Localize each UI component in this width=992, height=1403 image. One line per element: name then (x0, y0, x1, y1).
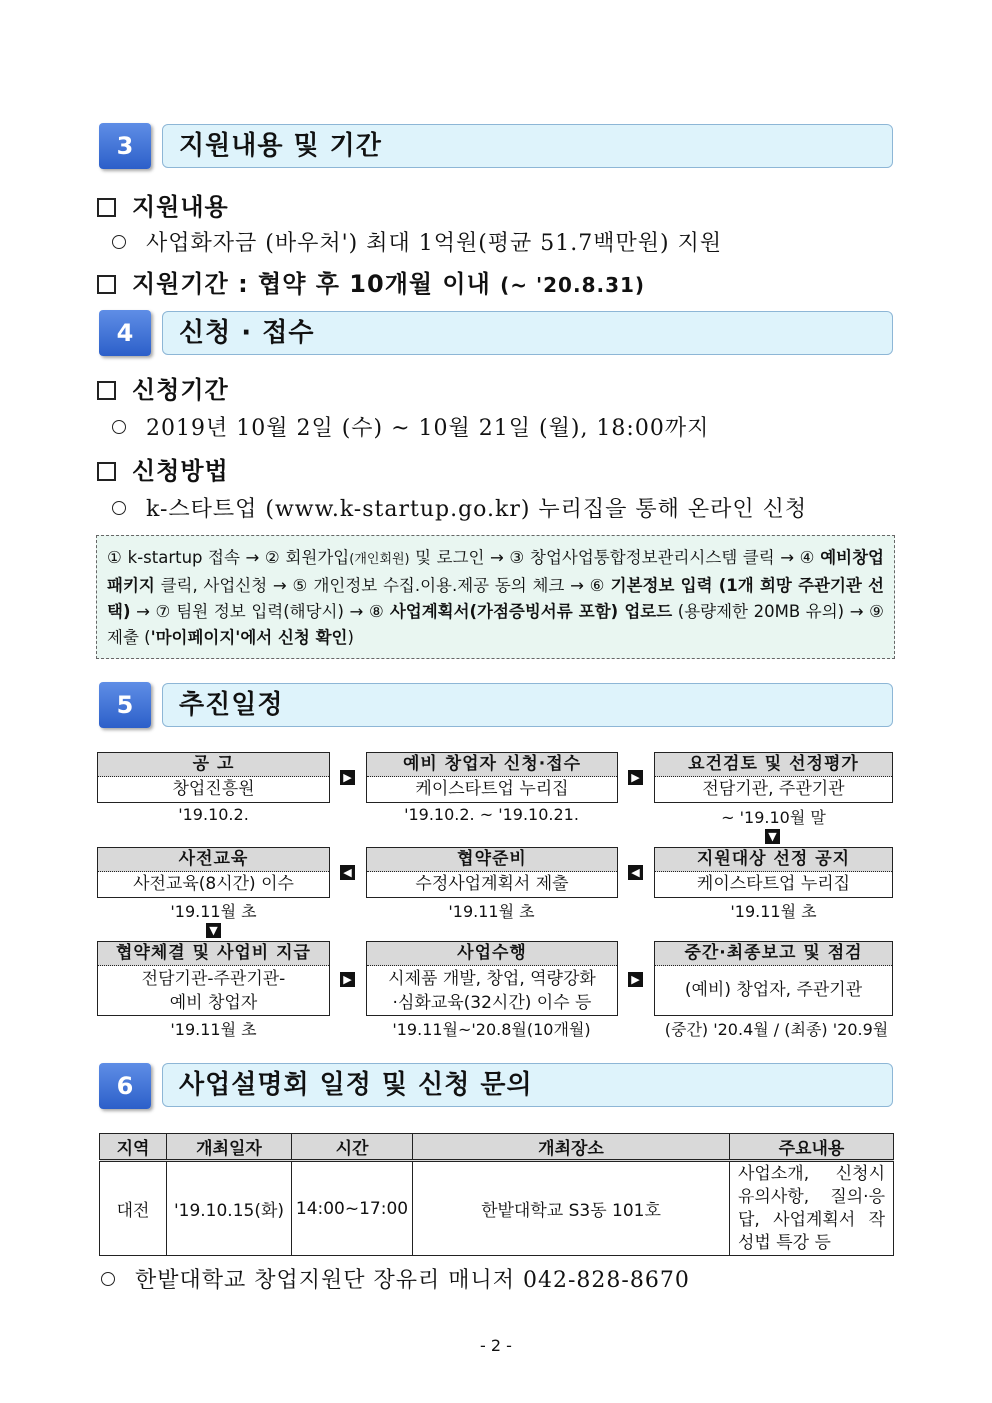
section-4-title: 신청 · 접수 (162, 311, 893, 355)
arrow-right-icon: ▶ (340, 770, 355, 785)
table-header: 시간 (292, 1134, 413, 1161)
checkbox-icon (97, 462, 116, 481)
flow-step-report: 중간·최종보고 및 점검 (예비) 창업자, 주관기관 (654, 941, 893, 1016)
flow-step-announcement: 공 고 창업진흥원 (97, 752, 330, 803)
flow-step-date: ~ '19.10월 말 (721, 808, 826, 827)
circle-bullet-icon (112, 501, 126, 515)
flow-step-review: 요건검토 및 선정평가 전담기관, 주관기관 (654, 752, 893, 803)
s4-bullet-period: 2019년 10월 2일 (수) ~ 10월 21일 (월), 18:00까지 (112, 411, 709, 442)
s4-item-method: 신청방법 (97, 451, 229, 486)
flow-step-date: '19.10.2. ~ '19.10.21. (404, 805, 579, 824)
section-4-number: 4 (99, 310, 151, 356)
section-5-number: 5 (99, 682, 151, 728)
briefing-session-table (99, 1133, 894, 1256)
flow-step-selection-notice: 지원대상 선정 공지 케이스타트업 누리집 (654, 847, 893, 898)
section-6-title: 사업설명회 일정 및 신청 문의 (162, 1063, 893, 1107)
table-cell-region: 대전 (100, 1161, 167, 1256)
section-3-title: 지원내용 및 기간 (162, 124, 893, 168)
flow-step-date: '19.11월 초 (170, 1020, 257, 1039)
checkbox-icon (97, 275, 116, 294)
table-cell-time: 14:00~17:00 (292, 1161, 413, 1256)
arrow-down-icon: ▼ (206, 923, 221, 938)
table-cell-date: '19.10.15(화) (167, 1161, 292, 1256)
flow-step-agreement-prep: 협약준비 수정사업계획서 제출 (366, 847, 618, 898)
table-header: 개최일자 (167, 1134, 292, 1161)
section-3-number: 3 (99, 123, 151, 169)
table-header: 지역 (100, 1134, 167, 1161)
circle-bullet-icon (112, 420, 126, 434)
arrow-left-icon: ◀ (340, 865, 355, 880)
checkbox-icon (97, 198, 116, 217)
s6-contact: 한밭대학교 창업지원단 장유리 매니저 042-828-8670 (101, 1263, 690, 1294)
application-procedure-box: ① k-startup 접속 → ② 회원가입(개인회원) 및 로그인 → ③ 창업사업통합정보관리시스템 클릭 → ④ 예비창업패키지 클릭, 사업신청 → ⑤ 개인정보 수집.이용.제공 동의 체크 → ⑥ 기본정보 입력 (1개 희망 주관기관 선택) → ⑦ 팀원 정보 입력(해당시) → ⑧ 사업계획서(가점증빙서류 포함) 업로드 (용량제한 20MB 유의) → ⑨ 제출 ('마이페이지'에서 신청 확인) (96, 535, 895, 659)
section-6-number: 6 (99, 1063, 151, 1109)
flow-step-date: '19.11월 초 (730, 902, 817, 921)
flow-step-pre-education: 사전교육 사전교육(8시간) 이수 (97, 847, 330, 898)
table-header: 개최장소 (413, 1134, 730, 1161)
table-cell-venue: 한밭대학교 S3동 101호 (413, 1161, 730, 1256)
arrow-down-icon: ▼ (765, 829, 780, 844)
flow-step-date: '19.10.2. (178, 805, 249, 824)
table-cell-content: 사업소개, 신청시 유의사항, 질의·응답, 사업계획서 작성법 특강 등 (730, 1161, 894, 1256)
flow-step-date: '19.11월 초 (448, 902, 535, 921)
s3-item-support-period: 지원기간 : 협약 후 10개월 이내 (~ '20.8.31) (97, 264, 645, 299)
flow-step-agreement: 협약체결 및 사업비 지급 전담기관-주관기관- 예비 창업자 (97, 941, 330, 1016)
arrow-left-icon: ◀ (628, 865, 643, 880)
circle-bullet-icon (101, 1272, 115, 1286)
s3-bullet-funding: 사업화자금 (바우처') 최대 1억원(평균 51.7백만원) 지원 (112, 226, 722, 257)
flow-step-date: (중간) '20.4월 / (최종) '20.9월 (664, 1020, 889, 1039)
flow-step-application: 예비 창업자 신청·접수 케이스타트업 누리집 (366, 752, 618, 803)
section-5-title: 추진일정 (162, 683, 893, 727)
table-row (100, 1161, 894, 1256)
flow-step-execution: 사업수행 시제품 개발, 창업, 역량강화 ·심화교육(32시간) 이수 등 (366, 941, 618, 1016)
page-number: - 2 - (480, 1336, 512, 1355)
checkbox-icon (97, 381, 116, 400)
flow-step-date: '19.11월~'20.8월(10개월) (392, 1020, 591, 1039)
table-header-row (100, 1134, 894, 1161)
flow-step-date: '19.11월 초 (170, 902, 257, 921)
table-header: 주요내용 (730, 1134, 894, 1161)
arrow-right-icon: ▶ (628, 770, 643, 785)
s3-item-support-content: 지원내용 (97, 187, 229, 222)
arrow-right-icon: ▶ (340, 972, 355, 987)
s4-bullet-method: k-스타트업 (www.k-startup.go.kr) 누리집을 통해 온라인 신청 (112, 492, 807, 523)
s4-item-period: 신청기간 (97, 370, 229, 405)
arrow-right-icon: ▶ (628, 972, 643, 987)
circle-bullet-icon (112, 235, 126, 249)
